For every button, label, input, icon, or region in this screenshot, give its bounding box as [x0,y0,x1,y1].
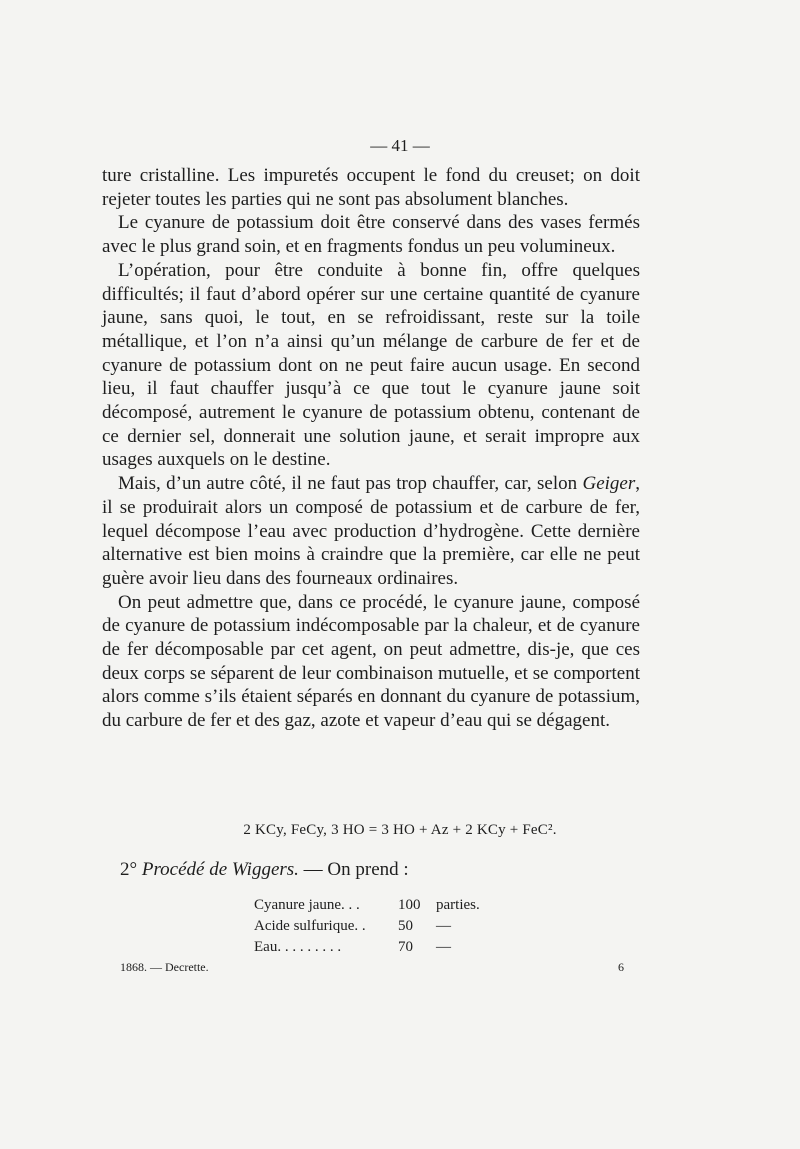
section-heading [120,859,409,881]
paragraph-3: L’opération, pour être conduite à bonne fin, offre quelques difficultés; il faut d’abord opérer sur une certaine quantité de cyanure jaune, sans quoi, le tout, en se refroidissant, reste sur la toile métallique, et l’on n’a ainsi qu’un mélange de carbure de fer et de cyanure de potassium dont on ne peut faire aucun usage. En second lieu, il faut chauffer jusqu’à ce que tout le cyanure jaune soit décomposé, autrement le cyanure de potassium obtenu, contenant de ce dernier sel, donnerait une solution jaune, et serait impropre aux usages auxquels on le destine. [102,259,640,471]
paragraph-4-end: , il se produirait alors un composé de potassium et de carbure de fer, lequel décompose l’eau avec production d’hydrogène. Cette dernière alternative est bien moins à craindre que la première, car elle ne peut guère avoir lieu dans des fourneaux ordinaires. [102,473,640,589]
paragraph-4 [102,472,640,591]
recipe-ingredient: Acide sulfurique. . [254,918,366,934]
recipe-ingredient: Eau. . . . . . . . . [254,939,342,955]
recipe-amount: 50 [398,918,413,934]
recipe-table [254,895,480,958]
chemical-equation: 2 KCy, FeCy, 3 HO = 3 HO + Az + 2 KCy + FeC². [243,822,557,838]
section-suffix: — On prend : [298,859,409,880]
recipe-amount: 70 [398,939,413,955]
recipe-unit: — [436,918,451,934]
recipe-row [254,916,480,937]
paragraph-4-start: Mais, d’un autre côté, il ne faut pas trop chauffer, car, selon [118,473,583,495]
recipe-row [254,895,480,916]
page-number: — 41 — [370,136,430,155]
body-text [102,164,640,733]
footer-signature: 1868. — Decrette. [120,960,209,974]
recipe-unit: — [436,939,451,955]
paragraph-2: Le cyanure de potassium doit être conservé dans des vases fermés avec le plus grand soin, et en fragments fondus un peu volumineux. [102,212,640,258]
section-number: 2° [120,859,138,880]
author-name-geiger: Geiger [582,473,636,495]
section-title: Procédé de Wiggers. [141,859,299,880]
paragraph-5: On peut admettre que, dans ce procédé, le cyanure jaune, composé de cyanure de potassium indécomposable par la chaleur, et de cyanure de fer décomposable par cet agent, on peut admettre, dis-je, que ces deux corps se séparent de leur combinaison mutuelle, et se comportent alors comme s’ils étaient séparés en donnant du cyanure de potassium, du carbure de fer et des gaz, azote et vapeur d’eau qui se dégagent. [102,591,640,732]
recipe-unit: parties. [436,897,480,913]
paragraph-1: ture cristalline. Les impuretés occupent le fond du creuset; on doit rejeter toutes les parties qui ne sont pas absolument blanches. [102,165,640,210]
recipe-row [254,937,480,958]
recipe-ingredient: Cyanure jaune. . . [254,897,360,913]
recipe-amount: 100 [398,897,421,913]
footer-sheet-number: 6 [618,960,624,974]
